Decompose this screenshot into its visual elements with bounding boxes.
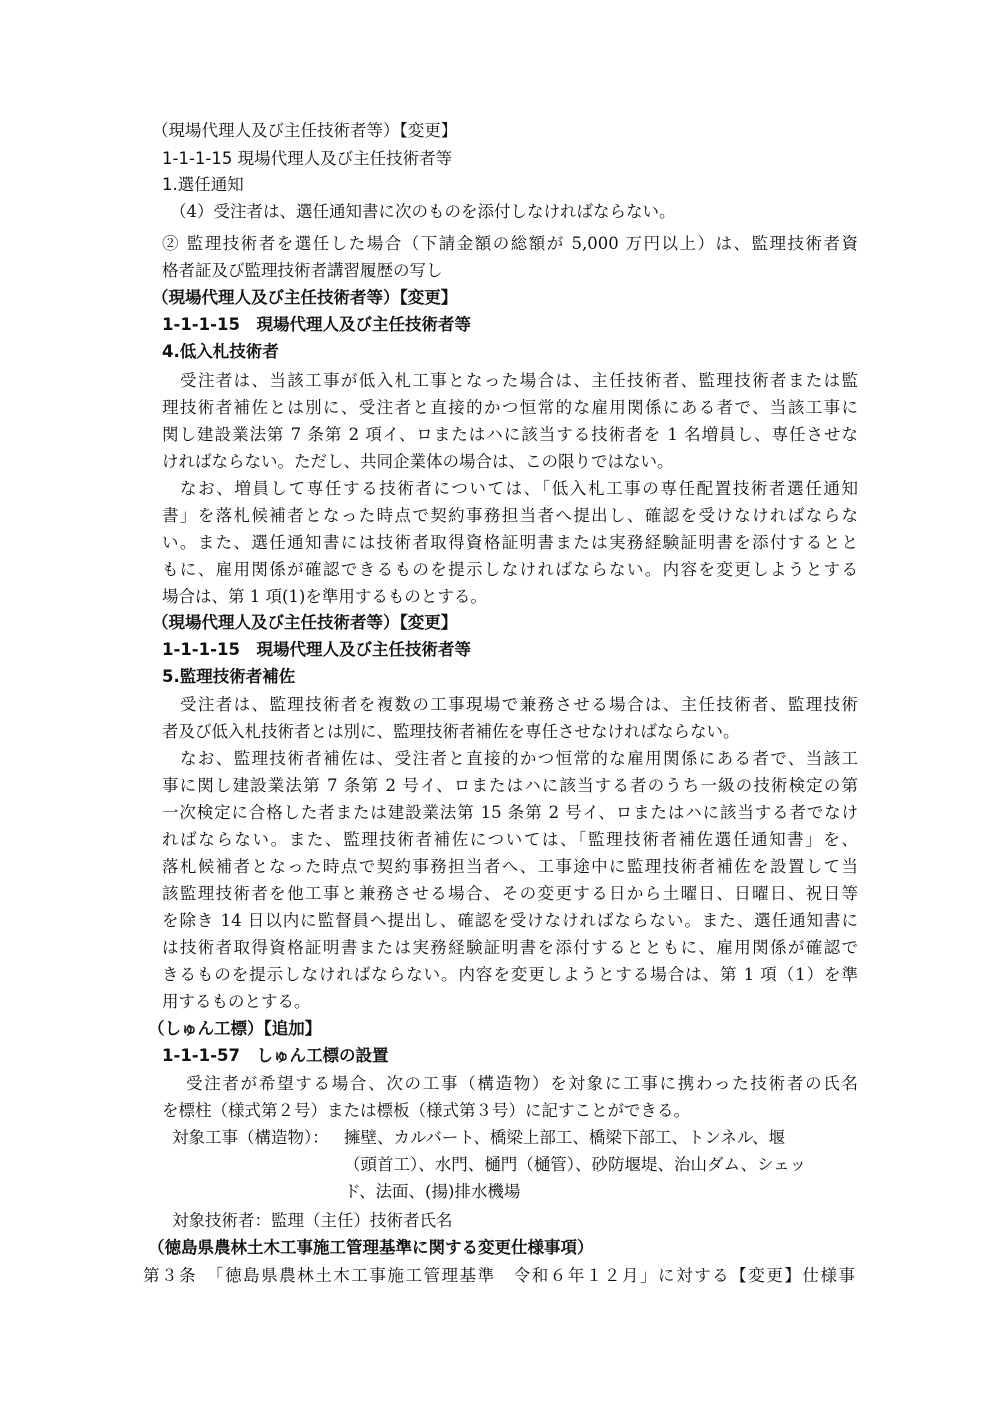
section3-line: 用するものとする。 — [162, 992, 311, 1011]
section2-line: い。また、選任通知書には技術者取得資格証明書または実務経験証明書を添付するとと — [162, 533, 858, 552]
section1-clause: 1-1-1-15 現場代理人及び主任技術者等 — [162, 149, 453, 168]
target-works-line: ド、法面、(揚)排水機場 — [344, 1182, 521, 1201]
section2-line: 受注者は、当該工事が低入札工事となった場合は、主任技術者、監理技術者または監 — [180, 371, 858, 390]
section3-line: 落札候補者となった時点で契約事務担当者へ、工事途中に監理技術者補佐を設置して当 — [162, 857, 858, 876]
section3-clause: 1-1-1-15 現場代理人及び主任技術者等 — [162, 640, 471, 659]
section2-line: 理技術者補佐とは別に、受注者と直接的かつ恒常的な雇用関係にある者で、当該工事に — [162, 398, 858, 417]
section3-line: 受注者は、監理技術者を複数の工事現場で兼務させる場合は、主任技術者、監理技術 — [180, 695, 858, 714]
section1-item: 1.選任通知 — [162, 175, 244, 194]
section4-line: を標柱（様式第２号）または標板（様式第３号）に記すことができる。 — [162, 1101, 690, 1120]
section2-heading: （現場代理人及び主任技術者等）【変更】 — [152, 288, 458, 307]
section4-line: 受注者が希望する場合、次の工事（構造物）を対象に工事に携わった技術者の氏名 — [186, 1074, 858, 1093]
section3-line: 者及び低入札技術者とは別に、監理技術者補佐を専任させなければならない。 — [162, 722, 740, 741]
section1-heading: （現場代理人及び主任技術者等）【変更】 — [152, 121, 458, 140]
section2-line: なお、増員して専任する技術者については、「低入札工事の専任配置技術者選任通知 — [180, 479, 858, 498]
target-works-line: （頭首工）、水門、樋門（樋管）、砂防堰堤、治山ダム、シェッ — [344, 1155, 807, 1174]
section3-line: きるものを提示しなければならない。内容を変更しようとする場合は、第 1 項（1）を準 — [162, 965, 858, 984]
section1-line: 格者証及び監理技術者講習履歴の写し — [162, 261, 443, 280]
section4-heading: （しゅん工標）【追加】 — [148, 1019, 322, 1038]
section3-line: を除き 14 日以内に監督員へ提出し、確認を受けなければならない。また、選任通知書に — [162, 911, 858, 930]
section2-clause: 1-1-1-15 現場代理人及び主任技術者等 — [162, 315, 471, 334]
section2-line: 関し建設業法第 7 条第 2 項イ、ロまたはハに該当する技術者を 1 名増員し、専任させな — [162, 425, 858, 444]
section3-item: 5.監理技術者補佐 — [162, 667, 296, 686]
section4-clause: 1-1-1-57 しゅん工標の設置 — [162, 1046, 389, 1065]
section2-line: もに、雇用関係が確認できるものを提示しなければならない。内容を変更しようとする — [162, 560, 858, 579]
section1-line: ② 監理技術者を選任した場合（下請金額の総額が 5,000 万円以上）は、監理技術者資 — [162, 234, 858, 253]
target-engineer-line: 対象技術者：監理（主任）技術者氏名 — [172, 1211, 453, 1230]
section3-line: ればならない。また、監理技術者補佐については、「監理技術者補佐選任通知書」を、 — [162, 830, 858, 849]
section1-subitem: （4）受注者は、選任通知書に次のものを添付しなければならない。 — [170, 202, 676, 221]
section3-line: 事に関し建設業法第 7 条第 2 号イ、ロまたはハに該当する者のうち一級の技術検定の第 — [162, 776, 858, 795]
target-works-label: 対象工事（構造物）： — [172, 1128, 329, 1147]
target-works-line: 擁壁、カルバート、橋梁上部工、橋梁下部工、トンネル、堰 — [344, 1128, 786, 1147]
section2-line: ければならない。ただし、共同企業体の場合は、この限りではない。 — [162, 452, 674, 471]
section3-line: 一次検定に合格した者または建設業法第 15 条第 2 号イ、ロまたはハに該当する者でなけ — [162, 803, 858, 822]
section3-line: は技術者取得資格証明書または実務経験証明書を添付するとともに、雇用関係が確認で — [162, 938, 858, 957]
section3-heading: （現場代理人及び主任技術者等）【変更】 — [152, 613, 458, 632]
section3-line: なお、監理技術者補佐は、受注者と直接的かつ恒常的な雇用関係にある者で、当該工 — [180, 749, 858, 768]
section2-line: 書」を落札候補者となった時点で契約事務担当者へ提出し、確認を受けなければならな — [162, 506, 858, 525]
section5-heading: （徳島県農林土木工事施工管理基準に関する変更仕様事項） — [148, 1238, 594, 1257]
section5-article: 第３条 「徳島県農林土木工事施工管理基準 令和６年１２月」に対する【変更】仕様事 — [143, 1266, 855, 1285]
section3-line: 該監理技術者を他工事と兼務させる場合、その変更する日から土曜日、日曜日、祝日等 — [162, 884, 858, 903]
section2-item: 4.低入札技術者 — [162, 342, 279, 361]
section2-line: 場合は、第 1 項(1)を準用するものとする。 — [162, 587, 487, 606]
